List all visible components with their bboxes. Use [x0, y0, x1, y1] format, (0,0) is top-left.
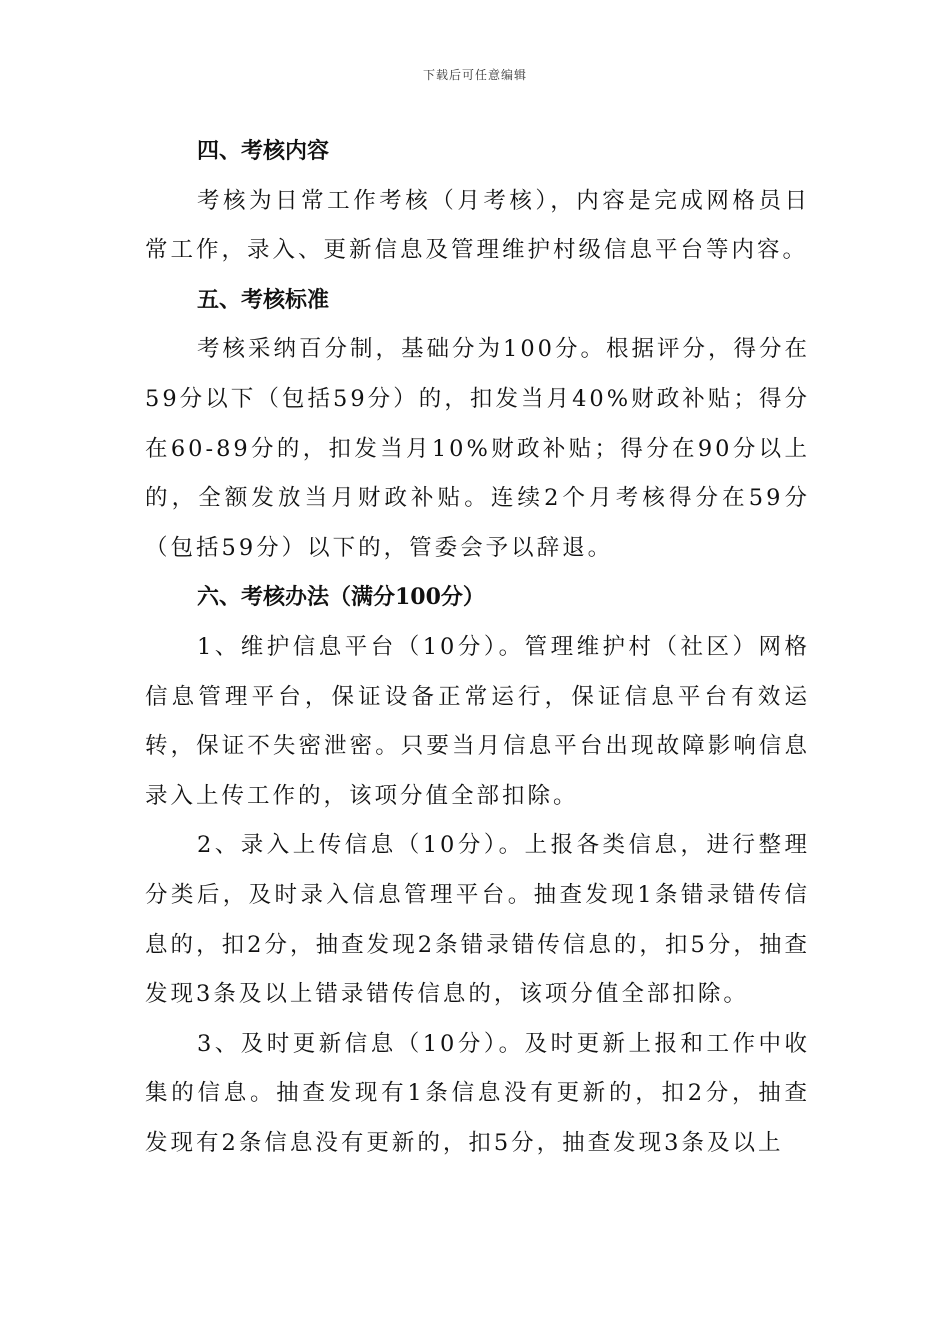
paragraph: 考核为日常工作考核（月考核），内容是完成网格员日常工作，录入、更新信息及管理维护村级信息平台等内容。	[145, 187, 810, 264]
paragraph: 考核采纳百分制，基础分为100分。根据评分，得分在59分以下（包括59分）的，扣发当月40%财政补贴；得分在60-89分的，扣发当月10%财政补贴；得分在90分以上的，全额发放当月财政补贴。连续2个月考核得分在59分（包括59分）以下的，管委会予以辞退。	[145, 336, 810, 561]
paragraph-item-2: 2、录入上传信息（10分）。上报各类信息，进行整理分类后，及时录入信息管理平台。抽查发现1条错录错传信息的，扣2分，抽查发现2条错录错传信息的，扣5分，抽查发现3条及以上错录错传信息的，该项分值全部扣除。	[145, 832, 810, 1008]
section-assessment-content	[145, 127, 810, 276]
section-heading: 六、考核办法（满分100分）	[197, 584, 485, 611]
section-assessment-standard	[145, 276, 810, 574]
paragraph-item-3: 3、及时更新信息（10分）。及时更新上报和工作中收集的信息。抽查发现有1条信息没有更新的，扣2分，抽查发现有2条信息没有更新的，扣5分，抽查发现3条及以上	[145, 1030, 810, 1156]
document-body	[145, 127, 810, 1168]
section-assessment-method	[145, 573, 810, 1168]
section-heading: 五、考核标准	[197, 286, 330, 313]
paragraph-item-1: 1、维护信息平台（10分）。管理维护村（社区）网格信息管理平台，保证设备正常运行，保证信息平台有效运转，保证不失密泄密。只要当月信息平台出现故障影响信息录入上传工作的，该项分值全部扣除。	[145, 633, 810, 809]
section-heading: 四、考核内容	[197, 138, 330, 164]
header-note: 下载后可任意编辑	[422, 68, 527, 82]
